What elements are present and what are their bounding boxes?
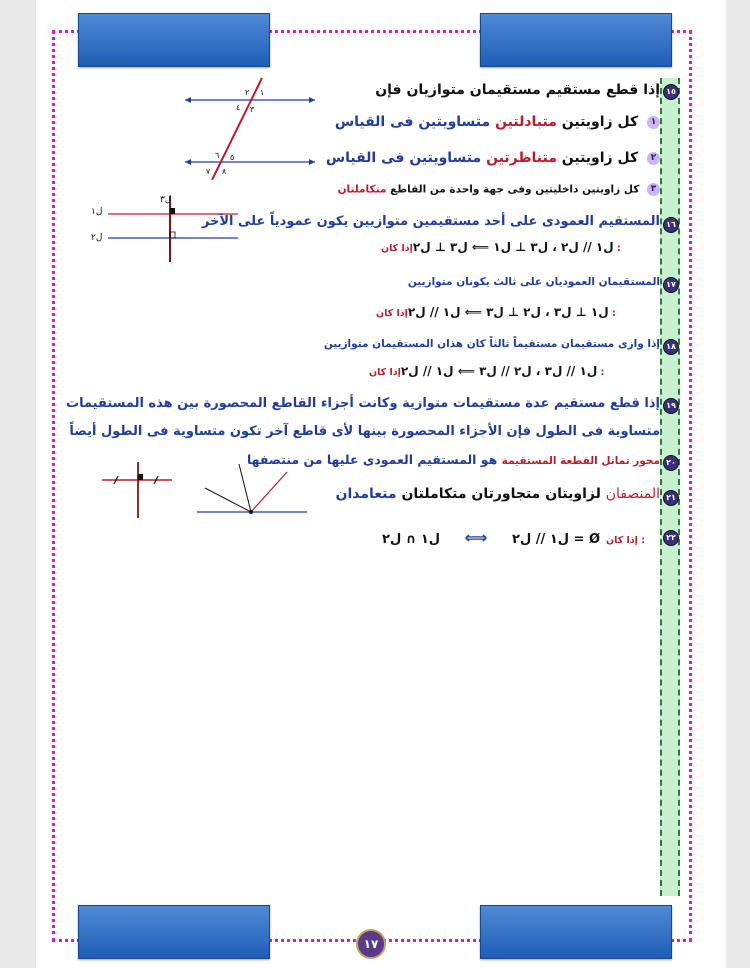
svg-text:ل٢: ل٢	[91, 233, 103, 243]
item-number-16: ١٦	[663, 217, 679, 233]
svg-text:٥: ٥	[230, 153, 235, 162]
bisectors-figure	[195, 458, 310, 520]
corner-tab-top-left	[78, 13, 270, 67]
item-number-22: ٢٢	[663, 530, 679, 546]
sub-number: ٣	[647, 183, 660, 196]
item-17-equation: ل١ ⊥ ل٣ ، ل٢ ⊥ ل٣ ⟸ ل١ // ل٢إذا كان :	[376, 305, 616, 319]
item-number-21: ٢١	[663, 490, 679, 506]
page-number-badge: ١٧	[356, 929, 386, 959]
sub-number: ١	[647, 116, 660, 129]
side-number-band	[660, 78, 680, 896]
svg-text:٤: ٤	[236, 103, 241, 112]
svg-text:ل١: ل١	[91, 207, 103, 217]
svg-text:٨: ٨	[222, 167, 227, 176]
item-20-text: محور تماثل القطعة المستقيمة هو المستقيم العمودى عليها من منتصفها	[246, 452, 660, 467]
svg-text:ل٣: ل٣	[160, 195, 172, 205]
corner-tab-bottom-right	[480, 905, 672, 959]
item-21-text: المنصفان لزاويتان متجاورتان متكاملتان متعامدان	[335, 486, 660, 502]
item-15-2: ٢ كل زاويتين متناظرتين متساويتين فى القياس	[326, 150, 660, 166]
item-number-18: ١٨	[663, 339, 679, 355]
corner-tab-bottom-left	[78, 905, 270, 959]
item-18-text: إذا وازى مستقيمان مستقيماً ثالثاً كان هذان المستقيمان متوازيين	[323, 338, 660, 350]
symmetry-axis-figure	[100, 460, 175, 520]
svg-text:١: ١	[260, 88, 265, 97]
item-number-20: ٢٠	[663, 455, 679, 471]
corner-tab-top-right	[480, 13, 672, 67]
item-number-15: ١٥	[663, 84, 679, 100]
item-16-equation: ل١ // ل٢ ، ل٣ ⊥ ل١ ⟸ ل٣ ⊥ ل٢إذا كان :	[381, 240, 621, 254]
item-number-19: ١٩	[663, 398, 679, 414]
item-22-equation: ل١ // ل٢ ⟺ ل١ ∩ ل٢ = Ø إذا كان :	[382, 528, 646, 547]
item-15-text: إذا قطع مستقيم مستقيمان متوازيان فإن	[375, 82, 660, 98]
transversal-figure	[180, 70, 320, 180]
item-number-17: ١٧	[663, 277, 679, 293]
item-15-1: ١ كل زاويتين متبادلتين متساويتين فى القياس	[335, 114, 660, 130]
item-19-text-line2: متساوية فى الطول فإن الأجزاء المحصورة بينها لأى قاطع آخر تكون متساوية فى الطول أيضاً	[69, 424, 660, 439]
item-17-text: المستقيمان العموديان على ثالث يكونان متوازيين	[407, 276, 660, 288]
item-18-equation: ل١ // ل٣ ، ل٢ // ل٣ ⟸ ل١ // ل٢إذا كان :	[369, 364, 605, 378]
item-16-text: المستقيم العمودى على أحد مستقيمين متوازيين يكون عمودياً على الآخر	[201, 214, 660, 229]
svg-text:٣: ٣	[250, 105, 255, 114]
svg-text:٦: ٦	[215, 151, 220, 160]
item-19-text-line1: إذا قطع مستقيم عدة مستقيمات متوازية وكانت أجزاء القاطع المحصورة بين هذه المستقيمات	[66, 396, 660, 411]
item-15-3: ٣ كل زاويتين داخليتين وفى جهة واحدة من القاطع متكاملتان	[338, 183, 660, 196]
svg-text:٢: ٢	[245, 88, 250, 97]
sub-number: ٢	[647, 152, 660, 165]
svg-text:٧: ٧	[206, 167, 211, 176]
